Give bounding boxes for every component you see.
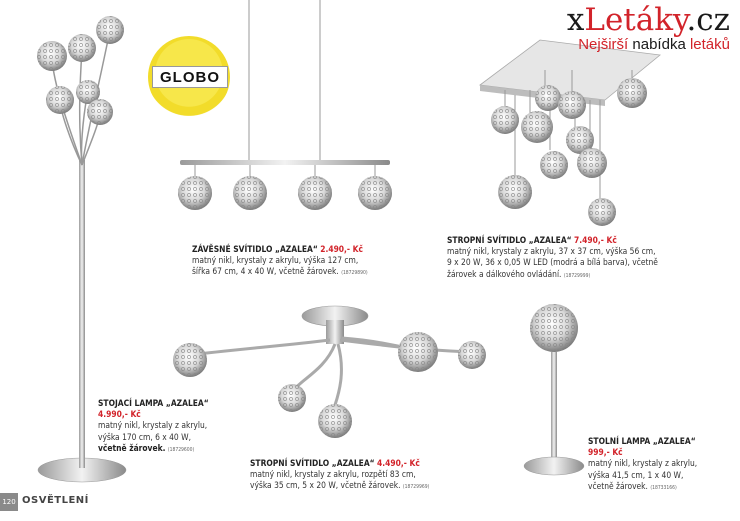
product-price: 4.990,- Kč [98, 409, 141, 420]
watermark-site-name [567, 2, 730, 38]
product-title: ZÁVĚSNÉ SVÍTIDLO „AZALEA“ [192, 244, 318, 254]
globo-logo [148, 36, 230, 118]
product-desc-line: výška 35 cm, 5 x 20 W, včetně žárovek. [250, 480, 401, 491]
ceiling-lamp-curved-image [173, 306, 486, 438]
product-desc-line: šířka 67 cm, 4 x 40 W, včetně žárovek. [192, 266, 339, 277]
product-caption-floor-lamp [98, 398, 209, 456]
section-title: OSVĚTLENÍ [22, 495, 89, 506]
product-desc-line: výška 170 cm, 6 x 40 W, [98, 431, 191, 442]
ceiling-lamp-square-image [480, 40, 660, 226]
page-number: 120 [0, 493, 18, 511]
product-caption-pendant [192, 244, 368, 280]
watermark [567, 2, 730, 53]
product-desc-line: matný nikl, krystaly z akrylu, [588, 458, 698, 469]
product-desc-line: 9 x 20 W, 36 x 0,05 W LED (modrá a bílá barva), včetně [447, 257, 658, 268]
product-title: STOJACÍ LAMPA „AZALEA“ [98, 398, 209, 408]
product-price: 2.490,- Kč [320, 244, 363, 254]
product-price: 7.490,- Kč [574, 235, 617, 245]
product-desc-line: matný nikl, krystaly z akrylu, [98, 420, 208, 431]
globo-logo-box [152, 66, 228, 88]
product-code: (18729600) [167, 446, 195, 453]
product-price: 4.490,- Kč [377, 458, 420, 468]
product-caption-table-lamp [588, 436, 697, 494]
product-desc-line: včetně žárovek. [588, 480, 648, 491]
table-lamp-image [524, 304, 584, 475]
product-desc-line: matný nikl, krystaly z akrylu, rozpětí 83 cm, [250, 469, 416, 480]
product-title: STOLNÍ LAMPA „AZALEA“ [588, 436, 696, 446]
product-price: 999,- Kč [588, 447, 623, 458]
product-desc-line: výška 41,5 cm, 1 x 40 W, [588, 469, 684, 480]
watermark-suffix: .cz [686, 2, 730, 38]
product-title: STROPNÍ SVÍTIDLO „AZALEA“ [250, 458, 375, 468]
product-desc-line: matný nikl, krystaly z akrylu, výška 127 cm, [192, 255, 359, 266]
product-caption-ceiling-curved [250, 458, 429, 494]
tagline-part-1: Nejširší [578, 36, 629, 53]
product-caption-ceiling-square [447, 235, 658, 282]
tagline-part-2: nabídka [632, 36, 686, 53]
tagline-part-3: letáků [689, 36, 730, 53]
globo-logo-text: GLOBO [160, 68, 220, 86]
product-code: (18729999) [563, 272, 591, 279]
product-code: (18729890) [341, 270, 368, 277]
product-code: (18729969) [402, 484, 430, 491]
watermark-tagline [567, 36, 730, 53]
product-desc-line-bold: včetně žárovek. [98, 442, 166, 453]
watermark-prefix: x [566, 2, 585, 38]
product-desc-line: žárovek a dálkového ovládání. [447, 268, 562, 279]
watermark-highlight: Letáky [584, 2, 687, 38]
product-desc-line: matný nikl, krystaly z akrylu, 37 x 37 cm, výška 56 cm, [447, 246, 656, 257]
product-code: (18733166) [650, 484, 677, 491]
product-title: STROPNÍ SVÍTIDLO „AZALEA“ [447, 235, 572, 245]
